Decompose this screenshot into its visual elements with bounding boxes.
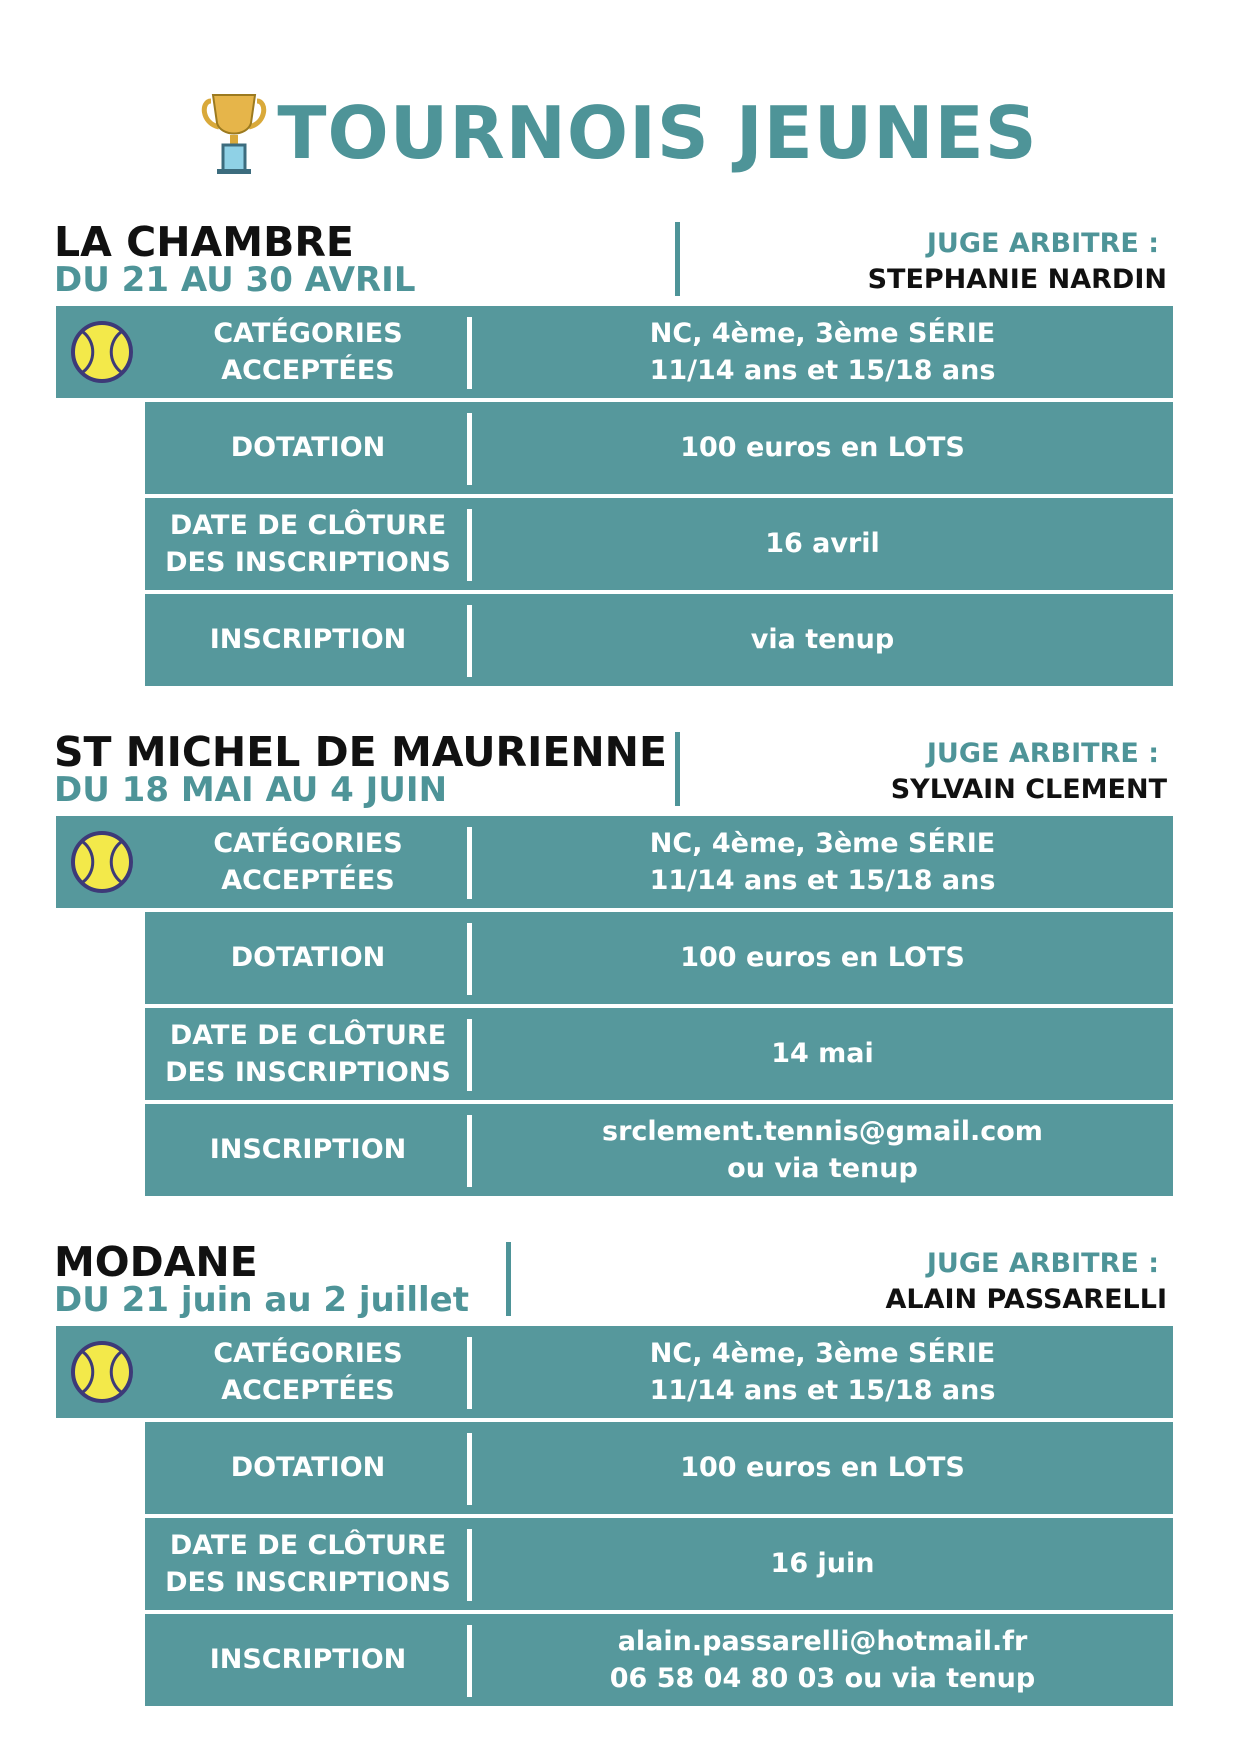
row-inscription <box>145 1614 1173 1706</box>
dotation-label: DOTATION <box>230 432 386 464</box>
row-inscription <box>145 1104 1173 1196</box>
categories-value: NC, 4ème, 3ème SÉRIE 11/14 ans et 15/18 ans <box>649 317 996 386</box>
dotation-value: 100 euros en LOTS <box>680 1452 965 1484</box>
inscription-label: INSCRIPTION <box>209 1134 407 1166</box>
venue-name: ST MICHEL DE MAURIENNE <box>54 728 667 776</box>
juge-arbitre-label: JUGE ARBITRE : <box>926 228 1159 259</box>
juge-arbitre-name: STEPHANIE NARDIN <box>867 264 1167 295</box>
header-separator <box>675 732 680 806</box>
tournament-dates: DU 21 AU 30 AVRIL <box>54 260 416 300</box>
venue-name: MODANE <box>54 1238 258 1286</box>
page-title: TOURNOIS JEUNES <box>277 91 1038 175</box>
cloture-value: 14 mai <box>771 1038 874 1070</box>
juge-arbitre-label: JUGE ARBITRE : <box>926 738 1159 769</box>
row-inscription <box>145 594 1173 686</box>
dotation-value: 100 euros en LOTS <box>680 432 965 464</box>
categories-value: NC, 4ème, 3ème SÉRIE 11/14 ans et 15/18 ans <box>649 1337 996 1406</box>
inscription-label: INSCRIPTION <box>209 624 407 656</box>
row-dotation <box>145 912 1173 1004</box>
categories-value: NC, 4ème, 3ème SÉRIE 11/14 ans et 15/18 ans <box>649 827 996 896</box>
inscription-value: srclement.tennis@gmail.com ou via tenup <box>602 1115 1043 1184</box>
row-cloture <box>145 1518 1173 1610</box>
row-categories <box>56 306 1173 398</box>
dotation-value: 100 euros en LOTS <box>680 942 965 974</box>
tournament-la-chambre <box>0 218 1239 698</box>
row-dotation <box>145 402 1173 494</box>
row-cloture <box>145 498 1173 590</box>
row-cloture <box>145 1008 1173 1100</box>
row-categories <box>56 1326 1173 1418</box>
dotation-label: DOTATION <box>230 942 386 974</box>
juge-arbitre-name: ALAIN PASSARELLI <box>885 1284 1167 1315</box>
row-categories <box>56 816 1173 908</box>
trophy-icon <box>201 91 267 175</box>
tournament-modane <box>0 1238 1239 1718</box>
tournament-dates: DU 18 MAI AU 4 JUIN <box>54 770 448 810</box>
inscription-value: alain.passarelli@hotmail.fr 06 58 04 80 03 ou via tenup <box>609 1625 1036 1694</box>
tennis-ball-icon <box>70 830 134 894</box>
inscription-value: via tenup <box>750 624 895 656</box>
header-separator <box>506 1242 511 1316</box>
page-header <box>0 78 1239 188</box>
dotation-label: DOTATION <box>230 1452 386 1484</box>
tennis-ball-icon <box>70 320 134 384</box>
inscription-label: INSCRIPTION <box>209 1644 407 1676</box>
row-dotation <box>145 1422 1173 1514</box>
juge-arbitre-name: SYLVAIN CLEMENT <box>890 774 1167 805</box>
cloture-label: DATE DE CLÔTURE DES INSCRIPTIONS <box>165 1529 451 1598</box>
tournament-st-michel <box>0 728 1239 1208</box>
venue-name: LA CHAMBRE <box>54 218 354 266</box>
tennis-ball-icon <box>70 1340 134 1404</box>
header-separator <box>675 222 680 296</box>
tournament-dates: DU 21 juin au 2 juillet <box>54 1280 469 1320</box>
cloture-label: DATE DE CLÔTURE DES INSCRIPTIONS <box>165 509 451 578</box>
categories-label: CATÉGORIES ACCEPTÉES <box>213 1337 403 1406</box>
juge-arbitre-label: JUGE ARBITRE : <box>926 1248 1159 1279</box>
cloture-value: 16 juin <box>770 1548 875 1580</box>
cloture-value: 16 avril <box>765 528 880 560</box>
cloture-label: DATE DE CLÔTURE DES INSCRIPTIONS <box>165 1019 451 1088</box>
categories-label: CATÉGORIES ACCEPTÉES <box>213 827 403 896</box>
categories-label: CATÉGORIES ACCEPTÉES <box>213 317 403 386</box>
